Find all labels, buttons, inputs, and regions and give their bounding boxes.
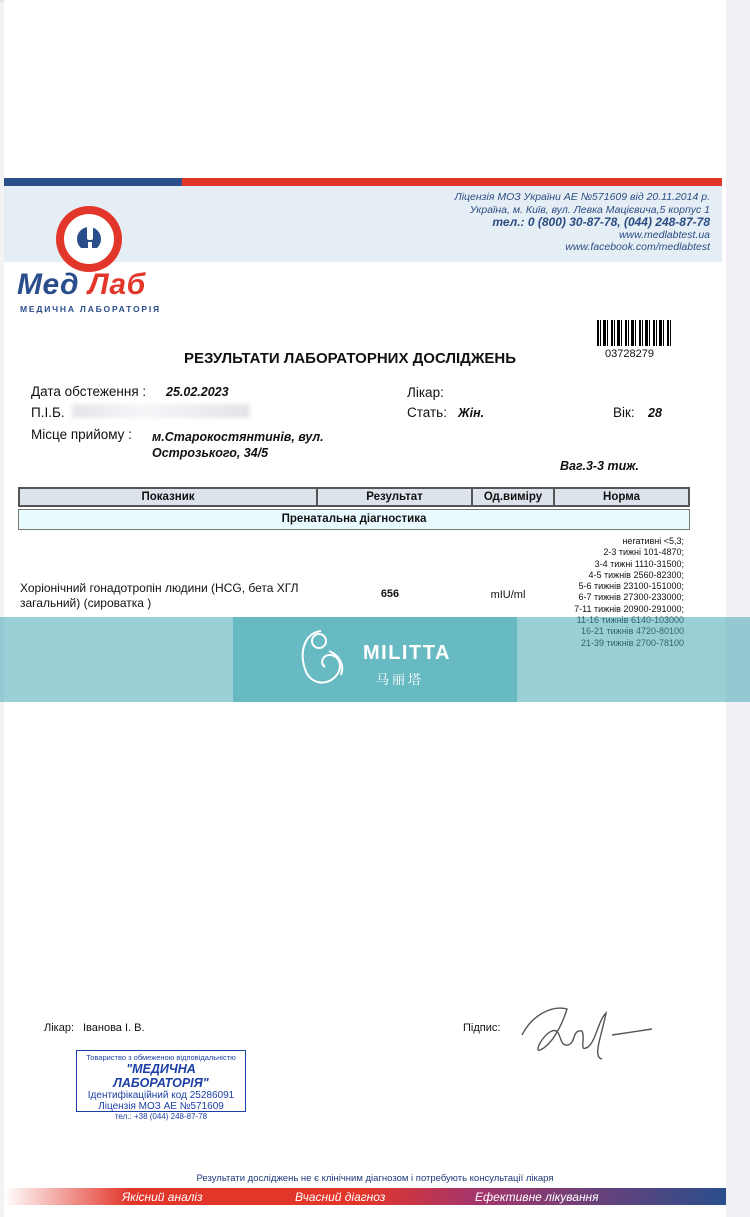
col-norm: Норма <box>554 488 689 506</box>
handwritten-signature <box>512 995 662 1075</box>
footer-slogan-1: Якісний аналіз <box>122 1190 203 1204</box>
place-label: Місце прийому : <box>31 427 132 442</box>
col-unit: Од.виміру <box>472 488 554 506</box>
right-margin <box>726 0 750 1217</box>
section-header: Пренатальна діагностика <box>18 509 690 530</box>
indicator-name: Хоріонічний гонадотропін людини (HCG, бета ХГЛ загальний) (сироватка ) <box>20 581 299 610</box>
redacted-name <box>72 404 250 418</box>
signature-label: Підпис: <box>463 1022 501 1034</box>
norm-line: 4-5 тижнів 2560-82300; <box>588 569 684 580</box>
result-value: 656 <box>380 588 400 600</box>
brand-name: Мед Лаб <box>17 268 146 301</box>
norm-line: 3-4 тижні 1110-31500; <box>594 558 684 569</box>
watermark-box <box>233 617 517 702</box>
footer-slogan-3: Ефективне лікування <box>475 1190 599 1204</box>
signature-doctor-name: Іванова І. В. <box>83 1022 145 1034</box>
doctor-label: Лікар: <box>407 385 444 400</box>
pregnancy-term: Ваг.3-3 тиж. <box>560 459 639 473</box>
militta-logo-icon <box>295 625 353 691</box>
lab-facebook: www.facebook.com/medlabtest <box>565 241 710 253</box>
norm-line: 5-6 тижнів 23100-151000; <box>578 581 684 592</box>
lab-website: www.medlabtest.ua <box>618 228 710 241</box>
col-indicator: Показник <box>19 488 317 506</box>
norm-line: 6-7 тижнів 27300-233000; <box>578 592 684 603</box>
brand-subtitle: МЕДИЧНА ЛАБОРАТОРІЯ <box>20 304 161 314</box>
unit-value: mIU/ml <box>490 589 526 601</box>
lab-phone: тел.: 0 (800) 30-87-78, (044) 248-87-78 <box>492 215 710 229</box>
patient-name-label: П.І.Б. <box>31 405 65 420</box>
signature-doctor-label: Лікар: <box>44 1022 75 1034</box>
lab-address: Україна, м. Київ, вул. Левка Мацієвича,5 корпус 1 <box>469 203 710 216</box>
document-title: РЕЗУЛЬТАТИ ЛАБОРАТОРНИХ ДОСЛІДЖЕНЬ <box>184 350 516 367</box>
footer-slogan-2: Вчасний діагноз <box>295 1190 386 1204</box>
norm-line: негативні <5,3; <box>622 536 684 546</box>
place-value-line1: м.Старокостянтинів, вул. <box>152 430 324 444</box>
sex-value: Жін. <box>458 406 485 420</box>
sex-label: Стать: <box>407 405 447 420</box>
col-result: Результат <box>317 488 472 506</box>
barcode-number: 03728279 <box>605 348 654 360</box>
place-value-line2: Острозького, 34/5 <box>152 446 269 460</box>
exam-date-value: 25.02.2023 <box>166 385 229 399</box>
norm-line: 2-3 тижні 101-4870; <box>603 547 684 558</box>
lab-license: Ліцензія МОЗ України АЕ №571609 від 20.11.2014 р. <box>454 191 710 203</box>
footer-disclaimer: Результати досліджень не є клінічним діагнозом і потребують консультації лікаря <box>196 1173 554 1184</box>
results-table <box>18 487 690 507</box>
age-label: Вік: <box>613 405 635 420</box>
medlab-logo-icon <box>56 206 122 272</box>
header-stripe-red <box>182 178 722 186</box>
watermark-subtitle: 马丽塔 <box>376 672 425 687</box>
exam-date-label: Дата обстеження : <box>31 384 147 399</box>
header-stripe-blue <box>4 178 182 186</box>
lab-contact-info <box>455 191 711 254</box>
watermark-title: MILITTA <box>363 642 451 664</box>
norm-line: 7-11 тижнів 20900-291000; <box>574 603 684 614</box>
age-value: 28 <box>648 406 662 420</box>
organization-stamp: Товариство з обмеженою відповідальністю "МЕДИЧНА ЛАБОРАТОРІЯ" Ідентифікаційний код 25286091 Ліцензія МОЗ АЕ №571609 тел.: +38 (044) 248-87-78 <box>76 1050 246 1112</box>
barcode <box>597 320 672 346</box>
